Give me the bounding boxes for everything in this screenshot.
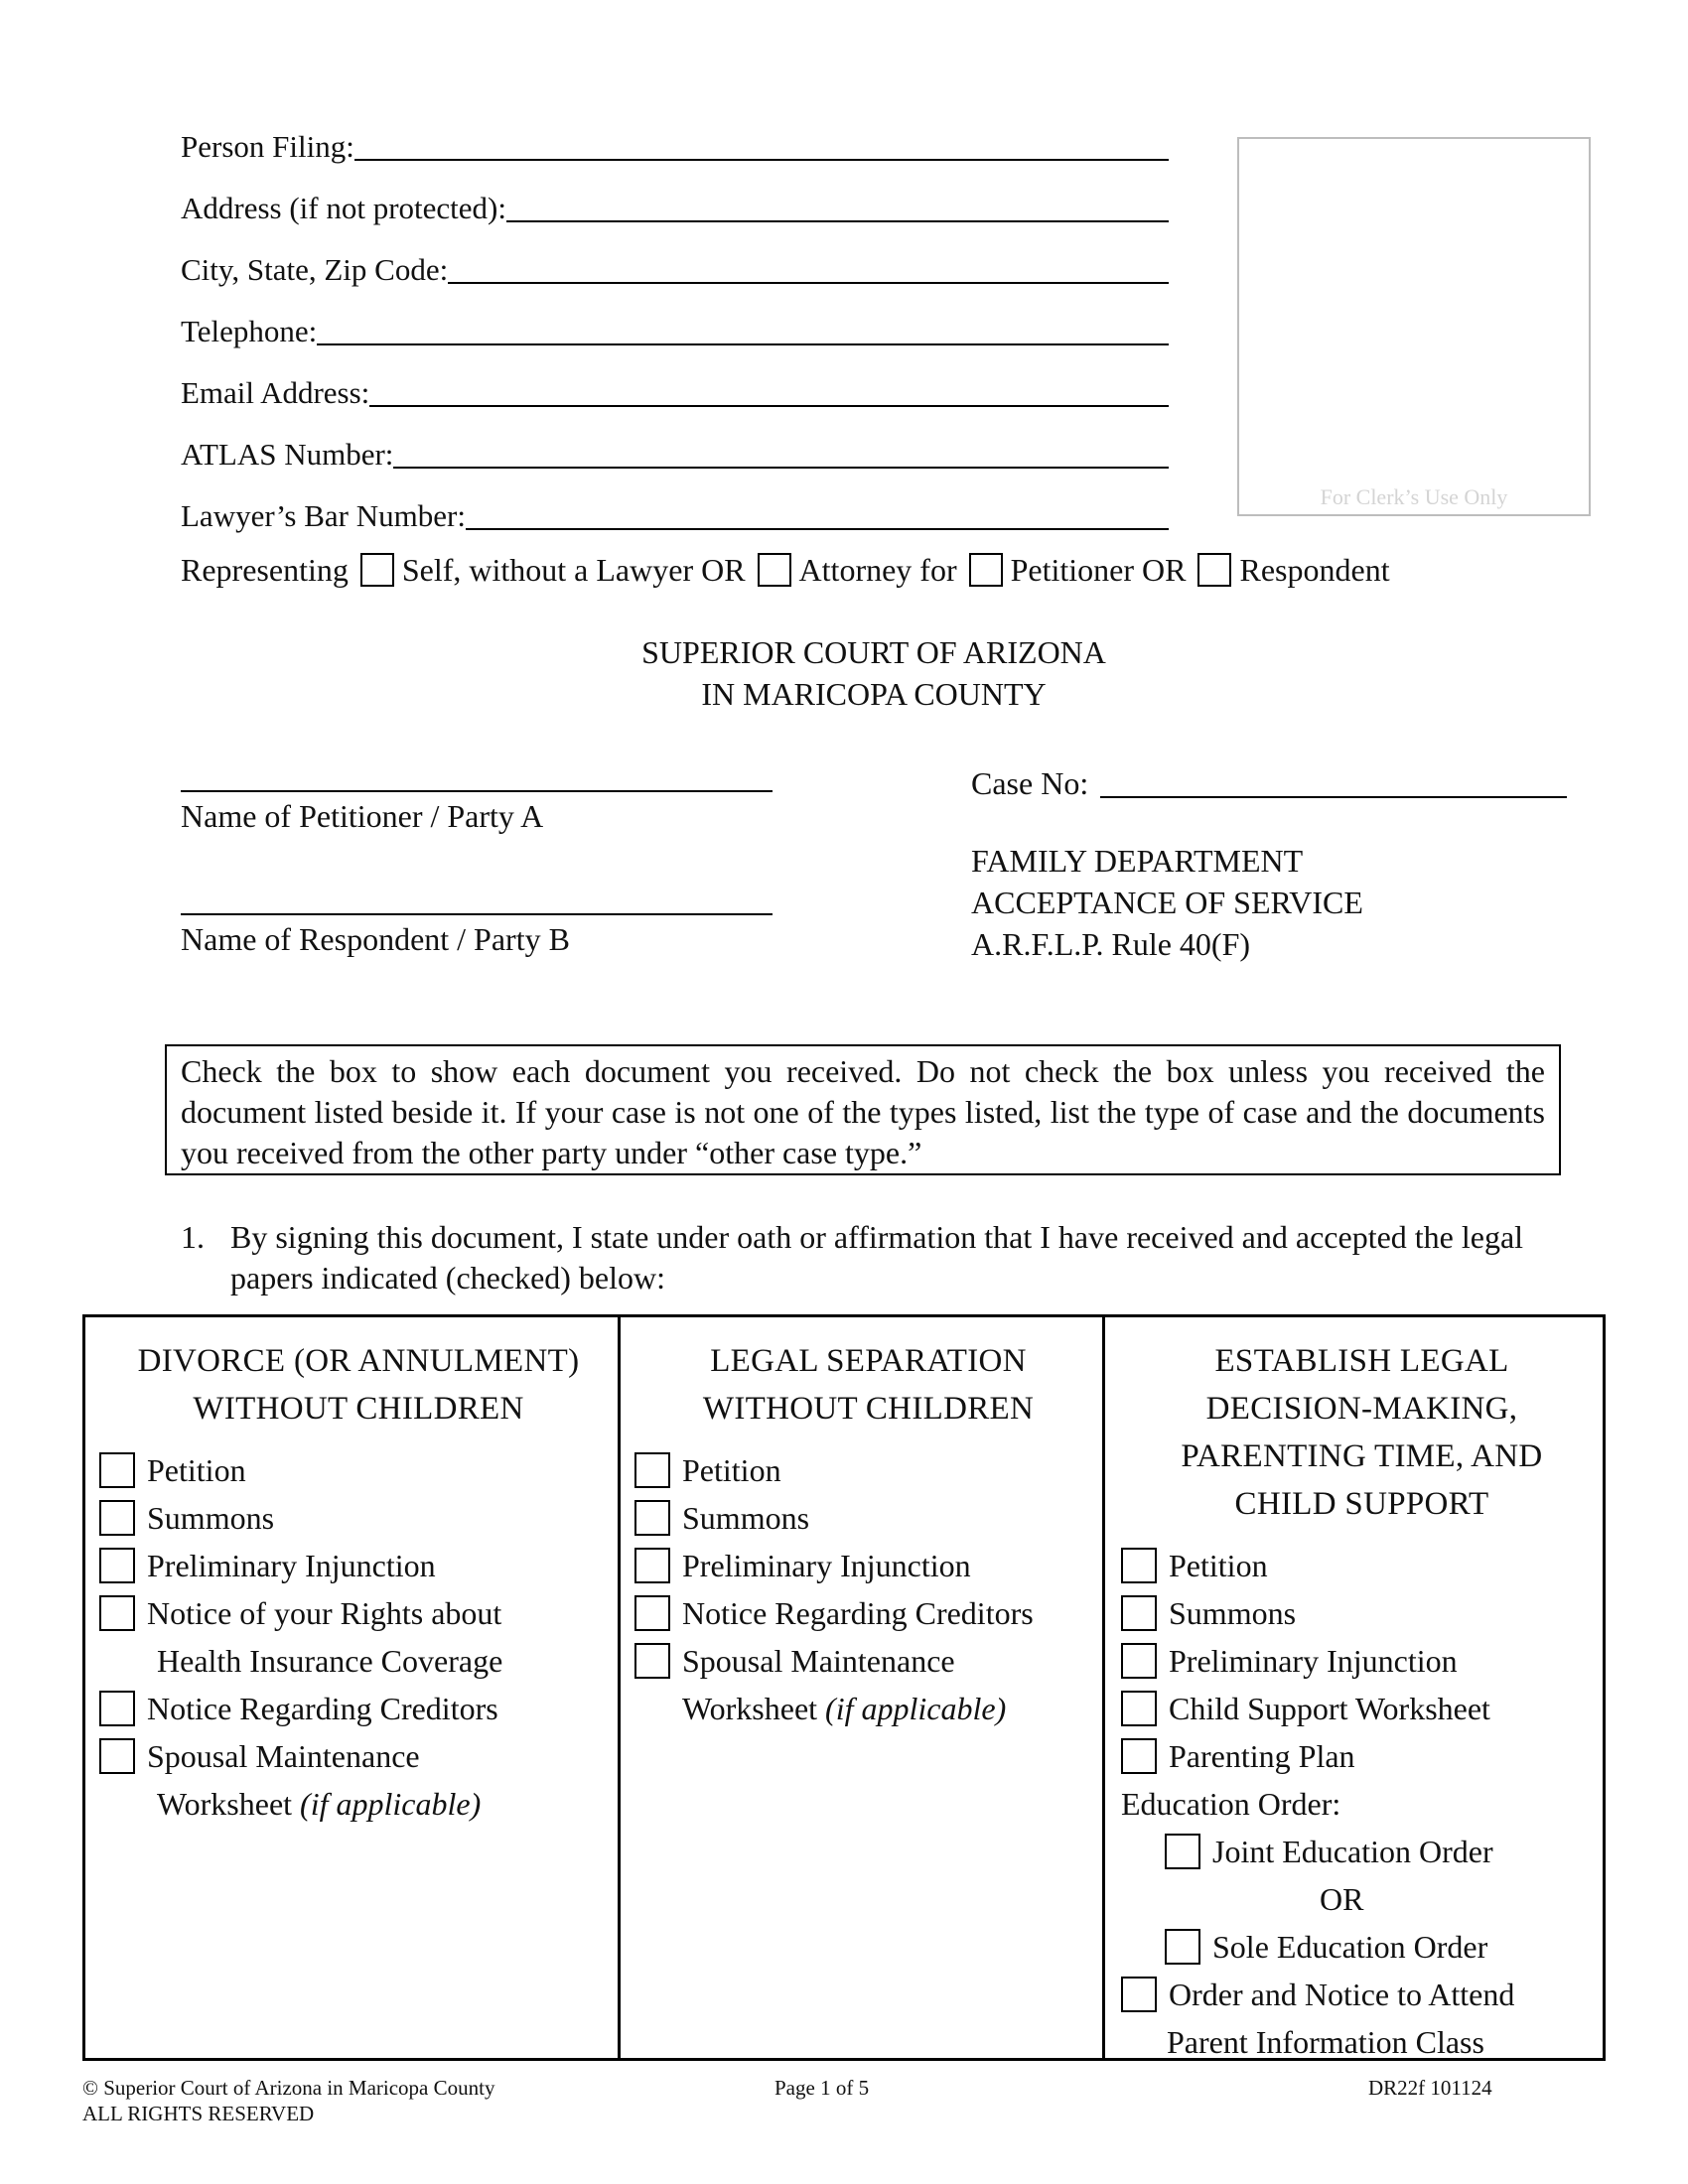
clerk-use-caption: For Clerk’s Use Only: [1320, 484, 1508, 509]
decision-parenting-plan-item[interactable]: [1121, 1732, 1603, 1780]
separation-title-line2: WITHOUT CHILDREN: [702, 1391, 1035, 1427]
city-state-zip-line[interactable]: [448, 282, 1169, 284]
checkbox[interactable]: [99, 1500, 135, 1536]
atlas-number-field[interactable]: [181, 425, 1169, 471]
joint-education-order-item[interactable]: [1121, 1828, 1603, 1875]
education-order-label: Education Order:: [1121, 1786, 1341, 1822]
checkbox[interactable]: [634, 1452, 670, 1488]
legal-decision-column: [1102, 1317, 1603, 2058]
decision-title-line2: DECISION-MAKING,: [1205, 1391, 1518, 1427]
page-number: Page 1 of 5: [774, 2076, 870, 2100]
attorney-option-label: Attorney for: [798, 551, 957, 588]
petitioner-name-line[interactable]: [181, 790, 773, 792]
divorce-spousal-item[interactable]: [99, 1732, 618, 1780]
divorce-summons-item[interactable]: [99, 1494, 618, 1542]
checkbox[interactable]: [634, 1548, 670, 1583]
checkbox[interactable]: [99, 1452, 135, 1488]
checkbox[interactable]: [99, 1738, 135, 1774]
respondent-checkbox[interactable]: [1197, 553, 1231, 587]
legal-separation-column: [618, 1317, 1102, 2058]
telephone-line[interactable]: [317, 343, 1169, 345]
item-label: Order and Notice to Attend: [1169, 1977, 1515, 2012]
instructions-box: Check the box to show each document you received. Do not check the box unless you received the document listed beside it. If your case is not one of the types listed, list the type of case and the documents you received from the other party under “other case type.”: [165, 1044, 1561, 1175]
item-label: Notice of your Rights about: [147, 1595, 502, 1631]
checkbox[interactable]: [1165, 1834, 1200, 1869]
divorce-preliminary-injunction-item[interactable]: [99, 1542, 618, 1589]
checkbox[interactable]: [1165, 1929, 1200, 1965]
representing-row: [181, 548, 1390, 592]
spousal-worksheet-label: Worksheet: [682, 1691, 818, 1726]
separation-petition-item[interactable]: [634, 1446, 1102, 1494]
case-number-label: Case No:: [971, 765, 1089, 801]
if-applicable-note: (if applicable): [825, 1691, 1007, 1726]
divorce-petition-item[interactable]: [99, 1446, 618, 1494]
item-label: Notice Regarding Creditors: [682, 1595, 1034, 1631]
checkbox[interactable]: [1121, 1643, 1157, 1679]
bar-number-field[interactable]: [181, 486, 1169, 532]
person-filing-line[interactable]: [354, 159, 1169, 161]
documents-table: [82, 1314, 1606, 2061]
case-number-line[interactable]: [1100, 796, 1567, 798]
item-label: Spousal Maintenance: [682, 1643, 955, 1679]
clerk-use-box: [1237, 137, 1591, 516]
address-label: Address (if not protected):: [181, 191, 506, 225]
decision-preliminary-injunction-item[interactable]: [1121, 1637, 1603, 1685]
divorce-rights-notice-item[interactable]: [99, 1589, 618, 1637]
case-title-line1: FAMILY DEPARTMENT: [971, 843, 1304, 879]
checkbox[interactable]: [1121, 1977, 1157, 2012]
case-rule: A.R.F.L.P. Rule 40(F): [971, 926, 1251, 962]
divorce-rights-notice-cont: Health Insurance Coverage: [157, 1643, 503, 1679]
form-code: DR22f 101124: [1368, 2076, 1492, 2100]
decision-title-line4: CHILD SUPPORT: [1234, 1486, 1489, 1522]
case-title-line2: ACCEPTANCE OF SERVICE: [971, 885, 1363, 920]
divorce-spousal-cont: [99, 1780, 618, 1828]
bar-number-line[interactable]: [466, 528, 1169, 530]
email-label: Email Address:: [181, 375, 370, 410]
divorce-creditors-item[interactable]: [99, 1685, 618, 1732]
decision-title-line1: ESTABLISH LEGAL: [1214, 1343, 1509, 1379]
item-label: Preliminary Injunction: [1169, 1643, 1458, 1679]
item-number: 1.: [181, 1219, 205, 1255]
item-label: Notice Regarding Creditors: [147, 1691, 498, 1726]
person-filing-field[interactable]: [181, 117, 1169, 163]
item-label: Parenting Plan: [1169, 1738, 1355, 1774]
item-label: Joint Education Order: [1212, 1834, 1493, 1869]
item-label: Summons: [682, 1500, 810, 1536]
person-filing-label: Person Filing:: [181, 129, 354, 164]
atlas-number-label: ATLAS Number:: [181, 437, 394, 472]
divorce-column: [85, 1317, 618, 2058]
separation-title-line1: LEGAL SEPARATION: [710, 1343, 1027, 1379]
decision-title-line3: PARENTING TIME, AND: [1181, 1438, 1543, 1474]
item-label: Preliminary Injunction: [147, 1548, 436, 1583]
separation-preliminary-injunction-item[interactable]: [634, 1542, 1102, 1589]
separation-creditors-item[interactable]: [634, 1589, 1102, 1637]
checkbox[interactable]: [99, 1691, 135, 1726]
checkbox[interactable]: [634, 1500, 670, 1536]
spousal-worksheet-label: Worksheet: [157, 1786, 293, 1822]
self-checkbox[interactable]: [360, 553, 394, 587]
copyright-line2: ALL RIGHTS RESERVED: [82, 2102, 315, 2125]
respondent-name-line[interactable]: [181, 913, 773, 915]
email-line[interactable]: [369, 405, 1169, 407]
item-label: Petition: [1169, 1548, 1268, 1583]
petitioner-name-label: Name of Petitioner / Party A: [181, 798, 544, 834]
respondent-option-label: Respondent: [1239, 551, 1390, 588]
checkbox[interactable]: [1121, 1691, 1157, 1726]
item-text: By signing this document, I state under oath or affirmation that I have received and accepted the legal papers indicated (checked) below:: [230, 1219, 1524, 1296]
item-label: Spousal Maintenance: [147, 1738, 420, 1774]
checkbox[interactable]: [1121, 1738, 1157, 1774]
item-label: Petition: [147, 1452, 246, 1488]
respondent-name-label: Name of Respondent / Party B: [181, 921, 570, 957]
decision-petition-item[interactable]: [1121, 1542, 1603, 1589]
decision-summons-item[interactable]: [1121, 1589, 1603, 1637]
petitioner-option-label: Petitioner OR: [1010, 551, 1187, 588]
checkbox[interactable]: [99, 1595, 135, 1631]
education-or-label: OR: [1320, 1881, 1364, 1917]
checkbox[interactable]: [1121, 1595, 1157, 1631]
telephone-label: Telephone:: [181, 314, 318, 348]
sole-education-order-item[interactable]: [1121, 1923, 1603, 1971]
court-name-line1: SUPERIOR COURT OF ARIZONA: [641, 634, 1106, 670]
separation-spousal-cont: [634, 1685, 1102, 1732]
decision-child-support-worksheet-item[interactable]: [1121, 1685, 1603, 1732]
item-label: Child Support Worksheet: [1169, 1691, 1490, 1726]
address-field[interactable]: [181, 179, 1169, 224]
if-applicable-note: (if applicable): [300, 1786, 482, 1822]
parent-information-class-item[interactable]: [1121, 1971, 1603, 2018]
item-label: Petition: [682, 1452, 781, 1488]
separation-summons-item[interactable]: [634, 1494, 1102, 1542]
attorney-checkbox[interactable]: [758, 553, 791, 587]
divorce-title-line2: WITHOUT CHILDREN: [193, 1391, 524, 1427]
atlas-number-line[interactable]: [393, 467, 1169, 469]
bar-number-label: Lawyer’s Bar Number:: [181, 498, 466, 533]
divorce-title-line1: DIVORCE (OR ANNULMENT): [137, 1343, 580, 1379]
case-number-field[interactable]: [971, 758, 1567, 802]
telephone-field[interactable]: [181, 302, 1169, 347]
city-state-zip-field[interactable]: [181, 240, 1169, 286]
item-label: Summons: [1169, 1595, 1297, 1631]
court-name-line2: IN MARICOPA COUNTY: [701, 676, 1047, 712]
copyright-line1: © Superior Court of Arizona in Maricopa County: [82, 2076, 495, 2100]
representing-label: Representing: [181, 551, 349, 588]
checkbox[interactable]: [99, 1548, 135, 1583]
parent-information-class-cont: Parent Information Class: [1167, 2024, 1484, 2060]
statement-item-1: [181, 1217, 1571, 1298]
address-line[interactable]: [506, 220, 1169, 222]
item-label: Summons: [147, 1500, 275, 1536]
checkbox[interactable]: [634, 1595, 670, 1631]
footer-copyright: [82, 2075, 494, 2126]
petitioner-checkbox[interactable]: [969, 553, 1003, 587]
separation-spousal-item[interactable]: [634, 1637, 1102, 1685]
city-state-zip-label: City, State, Zip Code:: [181, 252, 449, 287]
item-label: Sole Education Order: [1212, 1929, 1488, 1965]
checkbox[interactable]: [634, 1643, 670, 1679]
email-field[interactable]: [181, 363, 1169, 409]
checkbox[interactable]: [1121, 1548, 1157, 1583]
self-option-label: Self, without a Lawyer OR: [401, 551, 746, 588]
item-label: Preliminary Injunction: [682, 1548, 971, 1583]
